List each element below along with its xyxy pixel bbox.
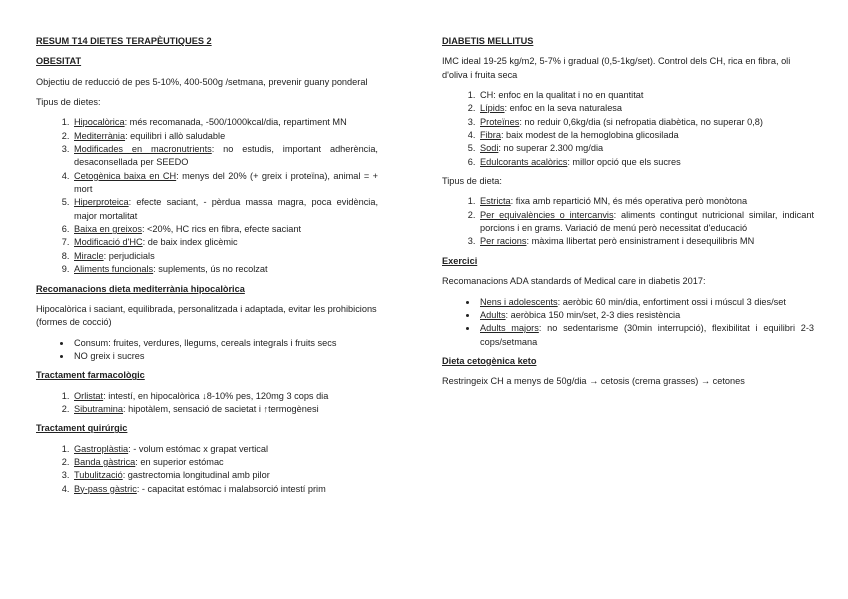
list-item: 2. Per equivalències o intercanvis: aliments contingut nutricional similar, indicant porcions i en grams. Variació de menú però necessitat d'educació	[478, 209, 814, 236]
list-item: 2. Lípids: enfoc en la seva naturalesa	[478, 102, 814, 115]
list-item: • Nens i adolescents: aeròbic 60 min/dia, enfortiment ossi i múscul 3 dies/set	[478, 296, 814, 309]
pharma-list	[36, 390, 378, 417]
list-item: 4. Fibra: baix modest de la hemoglobina glicosilada	[478, 129, 814, 142]
left-column	[36, 35, 378, 502]
list-item: 5. Sodi: no superar 2.300 mg/dia	[478, 142, 814, 155]
list-item: 2. Sibutramina: hipotàlem, sensació de sacietat i ↑termogènesi	[72, 403, 378, 416]
list-item: 1. Gastroplàstia: - volum estómac x grapat vertical	[72, 443, 378, 456]
diabetes-intro: IMC ideal 19-25 kg/m2, 5-7% i gradual (0,5-1kg/set). Control dels CH, rica en fibra, oli d'oliva i fruita seca	[442, 56, 791, 80]
list-item: 6. Baixa en greixos: <20%, HC rics en fibra, efecte saciant	[72, 223, 378, 236]
list-item: 1. Hipocalòrica: més recomanada, -500/1000kcal/dia, repartiment MN	[72, 116, 378, 129]
diabetes-nutrients-list	[442, 89, 814, 169]
exercise-bullets	[442, 296, 814, 349]
mediterranean-heading: Recomanacions dieta mediterrània hipocalòrica	[36, 283, 245, 294]
list-item: 3. Proteïnes: no reduir 0,6kg/dia (si nefropatia diabètica, no superar 0,8)	[478, 116, 814, 129]
list-item: • Consum: fruites, verdures, llegums, cereals integrals i fruits secs	[72, 337, 378, 350]
list-item: 1. Estricta: fixa amb repartició MN, és més operativa però monòtona	[478, 195, 814, 208]
list-item: 8. Miracle: perjudicials	[72, 250, 378, 263]
list-item: 3. Tubulització: gastrectomia longitudinal amb pilor	[72, 469, 378, 482]
diet-type-label: Tipus de dieta:	[442, 176, 502, 187]
list-item: 1. CH: enfoc en la qualitat i no en quantitat	[478, 89, 814, 102]
diet-types-label: Tipus de dietes:	[36, 97, 101, 108]
diabetes-diet-types-list	[442, 195, 814, 248]
list-item: • NO greix i sucres	[72, 350, 378, 363]
list-item: 2. Mediterrània: equilibri i allò saludable	[72, 130, 378, 143]
exercise-heading: Exercici	[442, 255, 478, 266]
list-item: 9. Aliments funcionals: suplements, ús no recolzat	[72, 263, 378, 276]
mediterranean-intro: Hipocalòrica i saciant, equilibrada, personalitzada i adaptada, evitar les prohibicions (formes de cocció)	[36, 303, 377, 328]
list-item: • Adults: aeròbica 150 min/set, 2-3 dies resistència	[478, 309, 814, 322]
surgery-heading: Tractament quirúrgic	[36, 423, 128, 434]
list-item: 5. Hiperproteica: efecte saciant, - pèrdua massa magra, poca evidència, major mortalitat	[72, 196, 378, 223]
pharma-heading: Tractament farmacològic	[36, 370, 145, 381]
list-item: 3. Modificades en macronutrients: no estudis, important adherència, desaconsellada per SEEDO	[72, 143, 378, 170]
mediterranean-bullets	[36, 337, 378, 364]
list-item: 4. By-pass gàstric: - capacitat estómac i malabsorció intestí prim	[72, 483, 378, 496]
keto-heading: Dieta cetogènica keto	[442, 355, 537, 366]
obesitat-heading: OBESITAT	[36, 56, 82, 67]
list-item: • Adults majors: no sedentarisme (30min interrupció), flexibilitat i equilibri 2-3 cops/setmana	[478, 322, 814, 349]
list-item: 7. Modificació d'HC: de baix index glicèmic	[72, 236, 378, 249]
obesity-diets-list	[36, 116, 378, 276]
keto-text: Restringeix CH a menys de 50g/dia → cetosis (crema grasses) → cetones	[442, 376, 745, 387]
document-title: RESUM T14 DIETES TERAPÈUTIQUES 2	[36, 36, 212, 46]
list-item: 1. Orlistat: intestí, en hipocalòrica ↓8-10% pes, 120mg 3 cops dia	[72, 390, 378, 403]
exercise-intro: Recomanacions ADA standards of Medical care in diabetis 2017:	[442, 276, 706, 287]
list-item: 3. Per racions: màxima llibertat però ensinistrament i desequilibris MN	[478, 235, 814, 248]
list-item: 2. Banda gàstrica: en superior estómac	[72, 456, 378, 469]
list-item: 6. Edulcorants acalòrics: millor opció que els sucres	[478, 156, 814, 169]
surgery-list	[36, 443, 378, 496]
obesitat-objective: Objectiu de reducció de pes 5-10%, 400-500g /setmana, prevenir guany ponderal	[36, 76, 368, 87]
list-item: 4. Cetogènica baixa en CH: menys del 20% (+ greix i proteïna), animal = + mort	[72, 170, 378, 197]
right-column	[442, 35, 814, 396]
diabetes-heading: DIABETIS MELLITUS	[442, 36, 534, 46]
